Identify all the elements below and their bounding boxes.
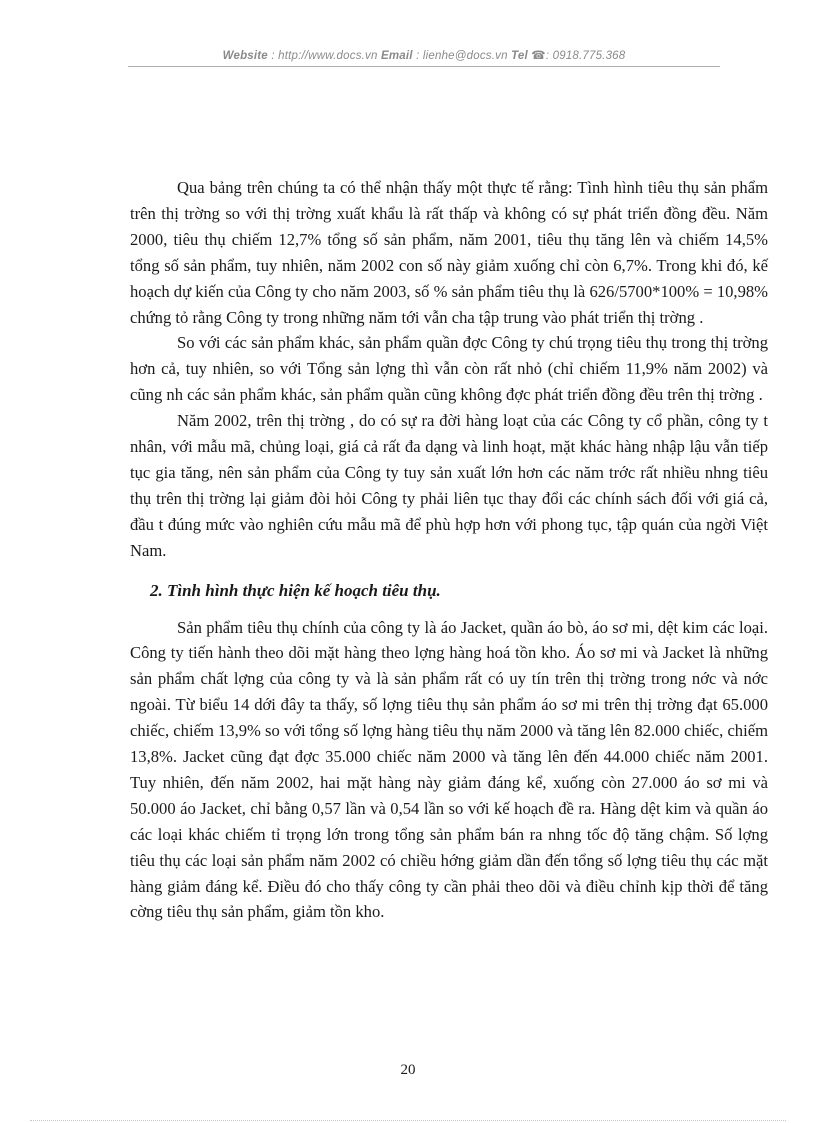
paragraph: Qua bảng trên chúng ta có thể nhận thấy một thực tế rằng: Tình hình tiêu thụ sản phẩm trên thị trờng so với thị trờng xuất khẩu là rất thấp và không có sự phát triển đồng đều. Năm 2000, tiêu thụ chiếm 12,7% tổng số sản phẩm, năm 2001, tiêu thụ tăng lên và chiếm 14,5% tổng số sản phẩm, tuy nhiên, năm 2002 con số này giảm xuống chỉ còn 6,7%. Trong khi đó, kế hoạch dự kiến của Công ty cho năm 2003, số % sản phẩm tiêu thụ là 626/5700*100% = 10,98% chứng tỏ rằng Công ty trong những năm tới vẫn cha tập trung vào phát triển thị trờng . [130, 178, 768, 327]
paragraph: Sản phẩm tiêu thụ chính của công ty là áo Jacket, quần áo bò, áo sơ mi, dệt kim các loại. Công ty tiến hành theo dõi mặt hàng theo lợng hàng hoá tồn kho. Áo sơ mi và Jacket là những sản phẩm chất lợng của công ty và là sản phẩm rất có uy tín trên thị trờng trong nớc và nớc ngoài. Từ biểu 14 dới đây ta thấy, số lợng tiêu thụ sản phẩm áo sơ mi trên thị trờng đạt 65.000 chiếc, chiếm 13,9% so với tổng số lợng hàng tiêu thụ năm 2000 và tăng lên 82.000 chiếc, chiếm 13,8%. Jacket cũng đạt đợc 35.000 chiếc năm 2000 và tăng lên đến 44.000 chiếc năm 2001. Tuy nhiên, đến năm 2002, hai mặt hàng này giảm đáng kể, xuống còn 27.000 áo sơ mi và 50.000 áo Jacket, chỉ bằng 0,57 lần và 0,54 lần so với kế hoạch đề ra. Hàng dệt kim và quần áo các loại khác chiếm tỉ trọng lớn trong tổng sản phẩm bán ra nhng tốc độ tăng chậm. Số lợng tiêu thụ các loại sản phẩm năm 2002 có chiều hớng giảm dần đến tổng số lợng tiêu thụ các mặt hàng giảm đáng kể. Điều đó cho thấy công ty cần phải theo dõi và điều chỉnh kịp thời để tăng cờng tiêu thụ sản phẩm, giảm tồn kho. [130, 617, 768, 922]
page-header [128, 48, 720, 62]
document-body [130, 175, 768, 925]
header-divider [128, 66, 720, 67]
tel-value: : 0918.775.368 [545, 50, 626, 62]
phone-icon: ☎ [531, 50, 546, 62]
paragraph: Năm 2002, trên thị trờng , do có sự ra đời hàng loạt của các Công ty cổ phần, công ty t nhân, với mẫu mã, chủng loại, giá cả rất đa dạng và linh hoạt, mặt khác hàng nhập lậu vẫn tiếp tục gia tăng, nên sản phẩm của Công ty tuy sản xuất lớn hơn các năm trớc rất nhiều nhng tiêu thụ trên thị trờng lại giảm đòi hỏi Công ty phải liên tục thay đổi các chính sách đối với giá cả, đầu t đúng mức vào nghiên cứu mẫu mã để phù hợp hơn với phong tục, tập quán của ngời Việt Nam. [130, 411, 768, 560]
paragraph: So với các sản phẩm khác, sản phẩm quần đợc Công ty chú trọng tiêu thụ trong thị trờng hơn cả, tuy nhiên, so với Tổng sản lợng thì vẫn còn rất nhỏ (chỉ chiếm 11,9% năm 2002) và cũng nh các sản phẩm khác, sản phẩm quần cũng không đợc phát triển đồng đều trên thị trờng . [130, 333, 768, 405]
tel-label: Tel [511, 50, 528, 62]
website-value: : http://www.docs.vn [271, 50, 378, 62]
website-label: Website [222, 50, 268, 62]
email-label: Email [381, 50, 413, 62]
footer-divider [30, 1120, 786, 1121]
email-value: : lienhe@docs.vn [416, 50, 508, 62]
section-heading: 2. Tình hình thực hiện kế hoạch tiêu thụ. [150, 580, 441, 600]
page-number: 20 [400, 1062, 416, 1078]
